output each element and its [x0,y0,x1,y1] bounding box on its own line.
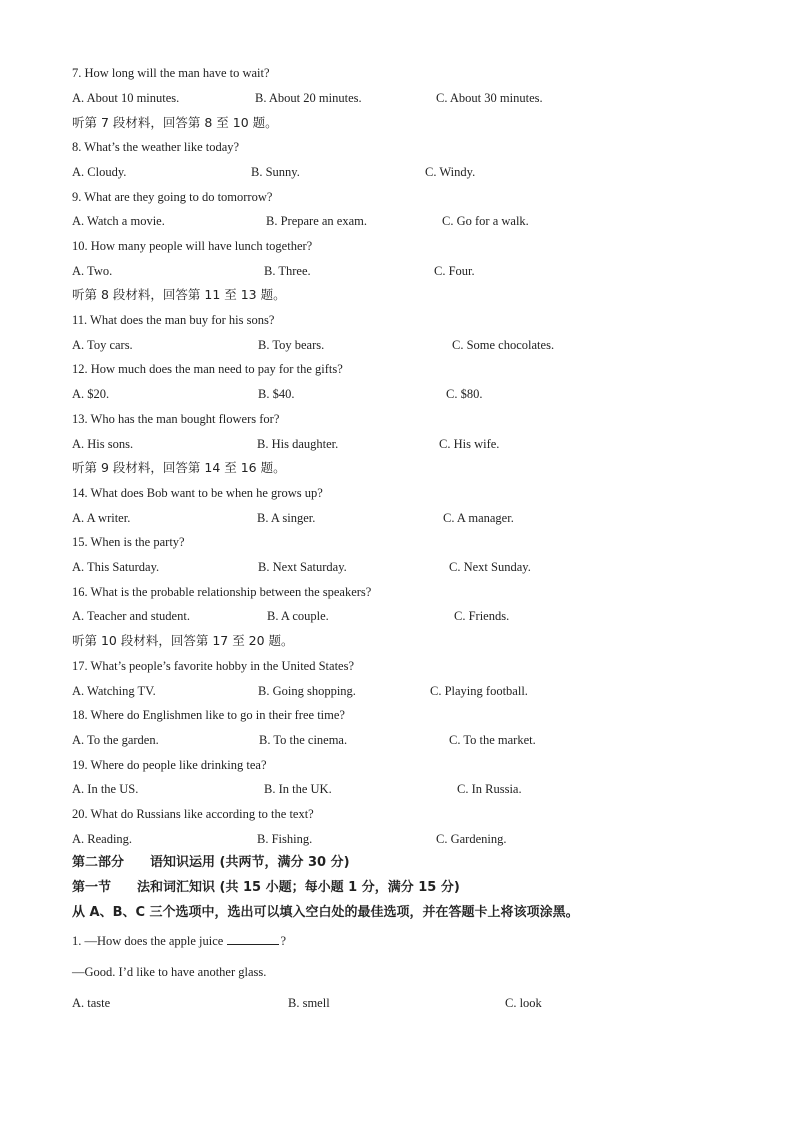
option-b: B. Going shopping. [258,684,356,698]
option-a: A. Reading. [72,832,133,846]
question-13: 13. Who has the man bought flowers for? [72,412,280,426]
option-b: B. A couple. [267,609,329,623]
question-19: 19. Where do people like drinking tea? [72,758,267,772]
question-punctuation: ? [280,934,287,948]
option-a: A. Teacher and student. [72,609,190,623]
dialogue-reply: —Good. I’d like to have another glass. [72,965,267,979]
option-c: C. To the market. [449,733,536,747]
question-15: 15. When is the party? [72,535,185,549]
option-a: A. Watching TV. [72,684,156,698]
option-c: C. Friends. [454,609,510,623]
question-12: 12. How much does the man need to pay for the gifts? [72,362,343,376]
option-c: C. look [505,996,542,1010]
option-a: A. Watch a movie. [72,214,165,228]
question-16: 16. What is the probable relationship between the speakers? [72,585,372,599]
question-17: 17. What’s people’s favorite hobby in the United States? [72,659,355,673]
question-10: 10. How many people will have lunch together? [72,239,313,253]
option-c: C. About 30 minutes. [436,91,543,105]
option-c: C. $80. [446,387,483,401]
option-c: C. Gardening. [436,832,507,846]
question-text: 1. —How does the apple juice [72,934,227,948]
option-c: C. Next Sunday. [449,560,531,574]
option-a: A. Two. [72,264,113,278]
option-b: B. Fishing. [257,832,313,846]
answer-blank [227,933,279,945]
option-b: B. $40. [258,387,295,401]
option-c: C. A manager. [443,511,514,525]
question-9: 9. What are they going to do tomorrow? [72,190,273,204]
question-18: 18. Where do Englishmen like to go in their free time? [72,708,345,722]
grammar-question-1 [72,933,286,949]
option-c: C. Playing football. [430,684,528,698]
option-b: B. Next Saturday. [258,560,347,574]
question-14: 14. What does Bob want to be when he grows up? [72,486,323,500]
section-instruction: 听第 9 段材料，回答第 14 至 16 题。 [72,460,286,475]
option-a: A. His sons. [72,437,134,451]
option-c: C. Four. [434,264,475,278]
option-b: B. Prepare an exam. [266,214,368,228]
option-c: C. His wife. [439,437,500,451]
option-b: B. Sunny. [251,165,300,179]
option-c: C. In Russia. [457,782,522,796]
option-b: B. smell [288,996,330,1010]
option-a: A. $20. [72,387,110,401]
option-a: A. To the garden. [72,733,159,747]
option-a: A. About 10 minutes. [72,91,180,105]
option-a: A. A writer. [72,511,131,525]
section-heading: 第一节 法和词汇知识 (共 15 小题；每小题 1 分，满分 15 分) [72,880,460,895]
option-b: B. Toy bears. [258,338,325,352]
option-b: B. To the cinema. [259,733,348,747]
option-a: A. In the US. [72,782,139,796]
part-heading: 第二部分 语知识运用 (共两节，满分 30 分) [72,855,350,870]
instructions-heading: 从 A、B、C 三个选项中，选出可以填入空白处的最佳选项，并在答题卡上将该项涂黑。 [72,905,579,920]
question-20: 20. What do Russians like according to the text? [72,807,314,821]
option-c: C. Windy. [425,165,476,179]
option-c: C. Some chocolates. [452,338,555,352]
section-instruction: 听第 10 段材料，回答第 17 至 20 题。 [72,633,294,648]
question-8: 8. What’s the weather like today? [72,140,240,154]
question-7: 7. How long will the man have to wait? [72,66,270,80]
option-b: B. In the UK. [264,782,332,796]
option-b: B. Three. [264,264,311,278]
option-b: B. His daughter. [257,437,339,451]
option-b: B. A singer. [257,511,316,525]
option-a: A. Toy cars. [72,338,133,352]
question-11: 11. What does the man buy for his sons? [72,313,275,327]
section-instruction: 听第 8 段材料，回答第 11 至 13 题。 [72,287,286,302]
option-a: A. This Saturday. [72,560,160,574]
option-a: A. taste [72,996,111,1010]
section-instruction: 听第 7 段材料，回答第 8 至 10 题。 [72,115,278,130]
option-b: B. About 20 minutes. [255,91,362,105]
option-a: A. Cloudy. [72,165,127,179]
option-c: C. Go for a walk. [442,214,529,228]
